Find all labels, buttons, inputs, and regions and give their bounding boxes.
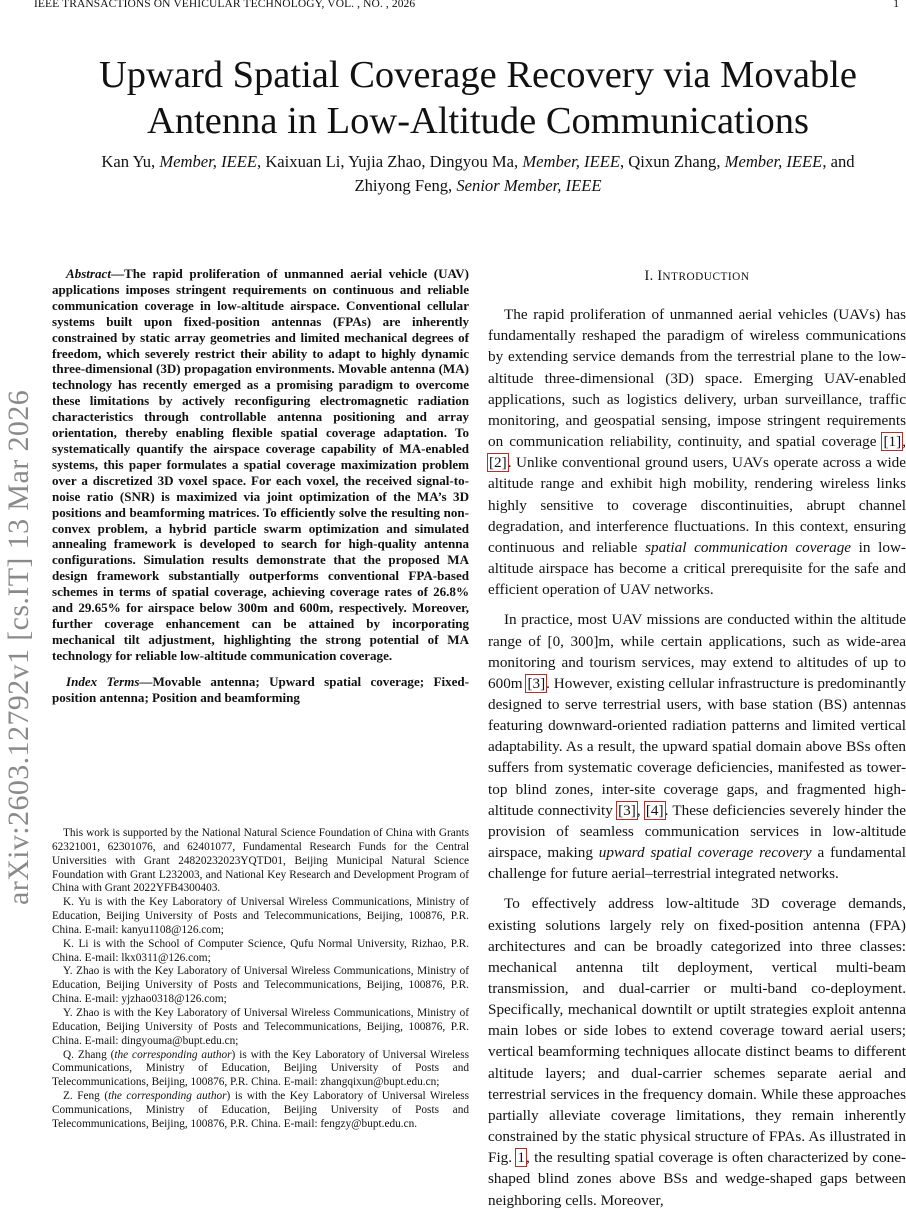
citation-link[interactable]: [3] [618,801,636,819]
abstract-lead: Abstract [66,266,111,281]
title-line-2: Antenna in Low-Altitude Communications [147,100,809,142]
citation-link[interactable]: [1] [883,433,902,451]
section-heading-introduction [488,266,906,288]
author-list [40,150,906,198]
body-text: The rapid proliferation of unmanned aerial vehicles (UAVs) has fundamentally reshaped the paradigm of wireless communications by extending service demands from the terrestrial plane to the low-altitude three-dimensional (3D) space. Emerging UAV-enabled applications, such as logistics delivery, urban surveillance, traffic monitoring, and geospatial sensing, impose stringent requirements on communication reliability, continuity, and spatial coverage [488,306,906,451]
footnote-text: ) is with the Key Laboratory of Universal Wireless Communications, Ministry of Education, Beijing University of Posts and Telecommunications, Beijing, 100876, P.R. China. E-mail: zhangqixun@bupt.edu.cn; [52,1048,469,1089]
footnote-funding: This work is supported by the National Natural Science Foundation of China with Grants 62321001, 62301076, and 62401077, Fundamental Research Funds for the Central Universities with Grant 24820232023YQTD01, Beijing Municipal Natural Science Foundation with Grant L232003, and National Key Research and Development Program of China with Grant 2022YFB4300403. [52,827,469,895]
arxiv-stamp: arXiv:2603.12792v1 [cs.IT] 13 Mar 2026 [2,389,35,905]
left-column [52,266,469,705]
footnote-affiliation [52,1049,469,1091]
figure-link[interactable]: 1 [517,1149,525,1167]
citation-link[interactable]: [4] [645,801,664,819]
abstract [52,266,469,664]
footnote-text: Q. Zhang ( [63,1048,115,1061]
body-text: . These deficiencies severely hinder the provision of seamless communication services in low-altitude airspace, making [488,801,906,862]
section-numeral: I. I [644,268,663,284]
page-number: 1 [893,0,899,10]
author-text: , and [822,152,855,171]
author-text: Kan Yu, [101,152,160,171]
title-line-1: Upward Spatial Coverage Recovery via Movable [99,54,857,96]
index-terms [52,674,469,706]
abstract-text: —The rapid proliferation of unmanned aerial vehicle (UAV) applications imposes stringent requirements on continuous and reliable communication coverage in low-altitude airspace. Conventional cellular systems built upon fixed-position antennas (FPAs) are inherently constrained by static array geometries and limited mechanical degrees of freedom, which severely restrict their ability to adapt to highly dynamic three-dimensional (3D) propagation environments. Movable antenna (MA) technology has recently emerged as a promising paradigm to overcome these limitations by actively reconfiguring electromagnetic radiation characteristics through controllable antenna positioning and array orientation, thereby enabling flexible spatial coverage adaptation. To systematically quantify the airspace coverage capability of MA-enabled systems, this paper formulates a spatial coverage maximization problem over a discretized 3D voxel space. For each voxel, the received signal-to-noise ratio (SNR) is maximized via joint optimization of the MA’s 3D positions and beamforming matrices. To efficiently solve the resulting non-convex problem, a hybrid particle swarm optimization and simulated annealing framework is developed to search for high-quality antenna configurations. Simulation results demonstrate that the proposed MA design framework substantially outperforms conventional FPA-based schemes in terms of spatial coverage, achieving coverage rates of 26.8% and 29.65% for airspace below 300m and 600m, respectively. Moreover, further coverage enhancement can be attained by incorporating mechanical tilt adjustment, highlighting the strong potential of MA technology for reliable low-altitude communication coverage. [52,266,469,663]
body-text: a fundamental challenge for future aerial–terrestrial integrated networks. [488,844,906,883]
footnote-affiliation: Y. Zhao is with the Key Laboratory of Universal Wireless Communications, Ministry of Education, Beijing University of Posts and Telecommunications, Beijing, 100876, P.R. China. E-mail: dingyouma@bupt.edu.cn; [52,1006,469,1047]
body-text: . Unlike conventional ground users, UAVs operate across a wide altitude range and exhibit high mobility, rendering wireless links highly sensitive to coverage discontinuities, abrupt channel degradation, and interference fluctuations. In this context, ensuring continuous and reliable [488,454,906,556]
author-text: Zhiyong Feng, [354,176,457,195]
footnote-affiliation [52,1090,469,1132]
emphasis: spatial communication coverage [645,538,852,556]
right-column [488,266,906,1220]
intro-paragraph-1 [488,304,906,600]
author-role: Member, IEEE [522,152,620,171]
footnote-affiliation: Y. Zhao is with the Key Laboratory of Universal Wireless Communications, Ministry of Education, Beijing University of Posts and Telecommunications, Beijing, 100876, P.R. China. E-mail: yjzhao0318@126.com; [52,965,469,1006]
paper-title [40,52,906,144]
author-role: Senior Member, IEEE [456,176,602,195]
body-text: , the resulting spatial coverage is often characterized by cone-shaped blind zones above BSs and wedge-shaped gaps between neighboring cells. Moreover, [488,1149,906,1209]
footnote-affiliation: K. Yu is with the Key Laboratory of Universal Wireless Communications, Ministry of Education, Beijing University of Posts and Telecommunications, Beijing, 100876, P.R. China. E-mail: kanyu1108@126.com; [52,896,469,936]
citation-link[interactable]: [2] [489,454,507,472]
citation-link[interactable]: [3] [527,674,546,692]
index-terms-text: —Movable antenna; Upward spatial coverage; Fixed-position antenna; Position and beamforming [52,673,469,705]
footnote-text: Z. Feng ( [63,1090,109,1103]
body-text: , [636,801,645,819]
body-text: . However, existing cellular infrastructure is predominantly designed to serve terrestrial users, with base station (BS) antennas featuring downward-oriented radiation patterns and limited vertical adaptability. As a result, the upward spatial domain above BSs often suffers from systematic coverage deficiencies, manifested as tower-top blind zones, inter-site coverage gaps, and fragmented high-altitude connectivity [488,674,906,819]
intro-paragraph-3 [488,893,906,1210]
body-text: in low-altitude airspace has become a critical prerequisite for the safe and efficient operation of UAV networks. [488,538,906,599]
author-role: Member, IEEE [724,152,823,171]
author-text: , Kaixuan Li, Yujia Zhao, Dingyou Ma, [257,152,523,171]
running-header: IEEE TRANSACTIONS ON VEHICULAR TECHNOLOGY, VOL. , NO. , 2026 [34,0,416,10]
body-text: In practice, most UAV missions are conducted within the altitude range of [0, 300]m, while certain applications, such as wide-area monitoring and tourism services, may extend to altitudes of up to 600m [488,611,906,692]
body-text: To effectively address low-altitude 3D coverage demands, existing solutions largely rely on fixed-position antenna (FPA) architectures and can be broadly categorized into three classes: mechanical antenna tilt deployment, vertical multi-beam transmission, and dual-carrier or multi-band co-deployment. Specifically, mechanical downtilt or uptilt strategies exploit antenna main lobes or side lobes to extend coverage toward aerial users; vertical beamforming techniques allocate distinct beams to different altitude layers; and dual-carrier schemes separate aerial and terrestrial services in the frequency domain. While these approaches partially alleviate coverage limitations, they remain inherently constrained by the static physical structure of FPAs. As illustrated in Fig. [488,895,906,1167]
body-text: , [902,433,906,451]
author-role: Member, IEEE [159,152,258,171]
index-terms-lead: Index Terms [66,673,140,689]
section-title: NTRODUCTION [662,271,750,283]
footnote-role: the corresponding author [114,1048,232,1061]
intro-paragraph-2 [488,609,906,884]
emphasis: upward spatial coverage recovery [598,844,812,862]
author-text: , Qixun Zhang, [620,152,725,171]
footnote-role: the corresponding author [108,1090,227,1103]
footnote-affiliation: K. Li is with the School of Computer Science, Qufu Normal University, Rizhao, P.R. China. E-mail: lkx0311@126.com; [52,937,469,964]
footnotes [52,827,469,1132]
footnote-text: ) is with the Key Laboratory of Universal Wireless Communications, Ministry of Education, Beijing University of Posts and Telecommunications, Beijing, 100876, P.R. China. E-mail: fengzy@bupt.edu.cn. [52,1090,470,1130]
